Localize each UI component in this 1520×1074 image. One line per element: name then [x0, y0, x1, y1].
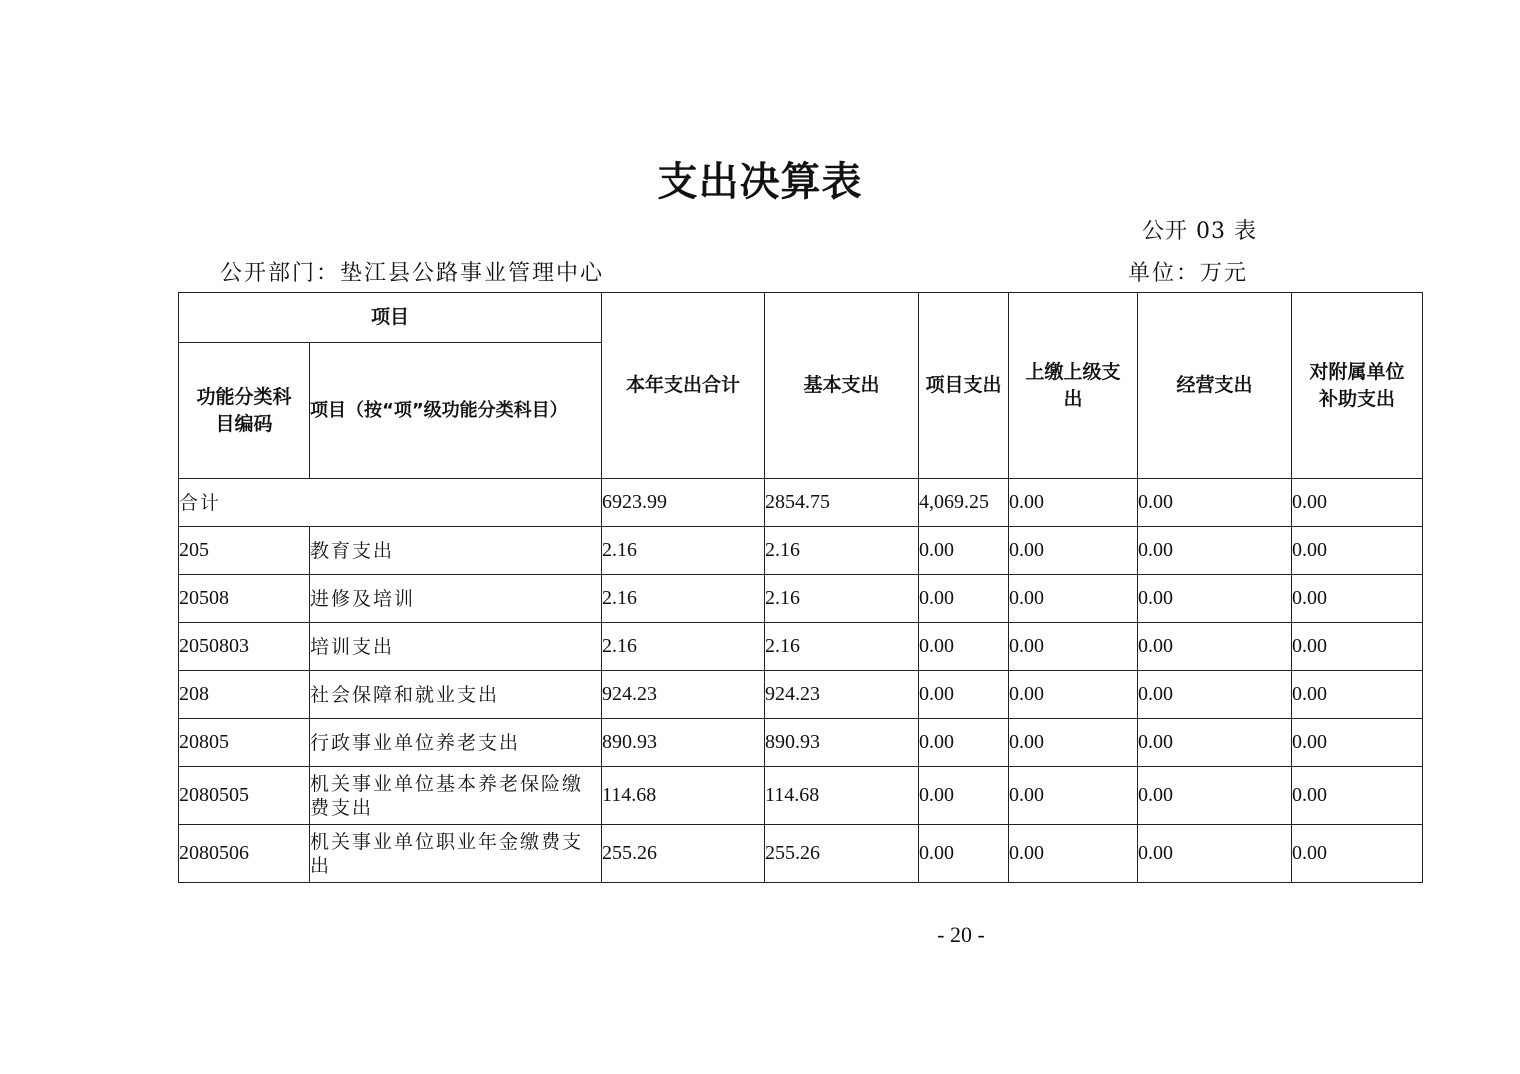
row-basic: 2.16 — [765, 575, 919, 623]
row-code: 208 — [179, 671, 310, 719]
row-operating: 0.00 — [1138, 719, 1292, 767]
row-basic: 114.68 — [765, 767, 919, 825]
row-subsidy: 0.00 — [1292, 575, 1423, 623]
row-name: 教育支出 — [310, 527, 602, 575]
row-name: 进修及培训 — [310, 575, 602, 623]
table-row — [179, 671, 1423, 719]
total-cell-upper: 0.00 — [1009, 479, 1138, 527]
row-subsidy: 0.00 — [1292, 719, 1423, 767]
row-item: 0.00 — [919, 623, 1009, 671]
row-item: 0.00 — [919, 719, 1009, 767]
page-number: - 20 - — [937, 922, 985, 947]
row-operating: 0.00 — [1138, 671, 1292, 719]
table-row — [179, 719, 1423, 767]
header-subsidy — [1292, 293, 1423, 479]
row-operating: 0.00 — [1138, 527, 1292, 575]
header-total: 本年支出合计 — [602, 293, 765, 479]
row-subsidy: 0.00 — [1292, 825, 1423, 883]
form-number: 公开 03 表 — [1142, 219, 1257, 244]
page-title: 支出决算表 — [657, 158, 863, 205]
row-basic: 924.23 — [765, 671, 919, 719]
header-basic: 基本支出 — [765, 293, 919, 479]
row-basic: 255.26 — [765, 825, 919, 883]
expenditure-table — [178, 292, 1423, 883]
row-subsidy: 0.00 — [1292, 767, 1423, 825]
unit-label: 单位：万元 — [1128, 261, 1249, 286]
row-total: 255.26 — [602, 825, 765, 883]
row-code: 205 — [179, 527, 310, 575]
row-upper: 0.00 — [1009, 527, 1138, 575]
row-item: 0.00 — [919, 575, 1009, 623]
row-upper: 0.00 — [1009, 671, 1138, 719]
total-cell-basic: 2854.75 — [765, 479, 919, 527]
total-label: 合计 — [179, 479, 602, 527]
row-upper: 0.00 — [1009, 767, 1138, 825]
table-row — [179, 575, 1423, 623]
row-name: 机关事业单位基本养老保险缴费支出 — [310, 767, 602, 825]
row-code: 2050803 — [179, 623, 310, 671]
row-upper: 0.00 — [1009, 719, 1138, 767]
row-name: 培训支出 — [310, 623, 602, 671]
row-subsidy: 0.00 — [1292, 671, 1423, 719]
row-name: 机关事业单位职业年金缴费支出 — [310, 825, 602, 883]
row-basic: 890.93 — [765, 719, 919, 767]
row-total: 2.16 — [602, 575, 765, 623]
total-cell-item: 4,069.25 — [919, 479, 1009, 527]
table-row — [179, 825, 1423, 883]
table-row — [179, 623, 1423, 671]
row-code: 2080506 — [179, 825, 310, 883]
header-upper-text: 上缴上级支出 — [1025, 360, 1121, 410]
header-code — [179, 343, 310, 479]
header-operating: 经营支出 — [1138, 293, 1292, 479]
row-total: 2.16 — [602, 527, 765, 575]
header-item: 项目支出 — [919, 293, 1009, 479]
department-label: 公开部门：垫江县公路事业管理中心 — [220, 261, 605, 286]
total-cell-subsidy: 0.00 — [1292, 479, 1423, 527]
total-cell-operating: 0.00 — [1138, 479, 1292, 527]
row-operating: 0.00 — [1138, 825, 1292, 883]
row-code: 20805 — [179, 719, 310, 767]
row-item: 0.00 — [919, 767, 1009, 825]
row-total: 2.16 — [602, 623, 765, 671]
row-total: 924.23 — [602, 671, 765, 719]
row-item: 0.00 — [919, 527, 1009, 575]
row-upper: 0.00 — [1009, 623, 1138, 671]
row-upper: 0.00 — [1009, 575, 1138, 623]
header-project: 项目 — [179, 293, 602, 343]
row-subsidy: 0.00 — [1292, 623, 1423, 671]
row-operating: 0.00 — [1138, 767, 1292, 825]
row-total: 114.68 — [602, 767, 765, 825]
total-cell-total: 6923.99 — [602, 479, 765, 527]
row-operating: 0.00 — [1138, 575, 1292, 623]
row-name: 行政事业单位养老支出 — [310, 719, 602, 767]
row-item: 0.00 — [919, 671, 1009, 719]
table-row — [179, 527, 1423, 575]
row-upper: 0.00 — [1009, 825, 1138, 883]
header-subsidy-text: 对附属单位补助支出 — [1309, 360, 1405, 410]
row-subsidy: 0.00 — [1292, 527, 1423, 575]
row-basic: 2.16 — [765, 527, 919, 575]
header-code-text: 功能分类科目编码 — [196, 385, 292, 435]
header-name: 项目（按“项”级功能分类科目） — [310, 343, 602, 479]
row-item: 0.00 — [919, 825, 1009, 883]
row-basic: 2.16 — [765, 623, 919, 671]
row-total: 890.93 — [602, 719, 765, 767]
table-row-total — [179, 479, 1423, 527]
table-row — [179, 767, 1423, 825]
row-code: 2080505 — [179, 767, 310, 825]
row-operating: 0.00 — [1138, 623, 1292, 671]
header-upper — [1009, 293, 1138, 479]
row-name: 社会保障和就业支出 — [310, 671, 602, 719]
row-code: 20508 — [179, 575, 310, 623]
